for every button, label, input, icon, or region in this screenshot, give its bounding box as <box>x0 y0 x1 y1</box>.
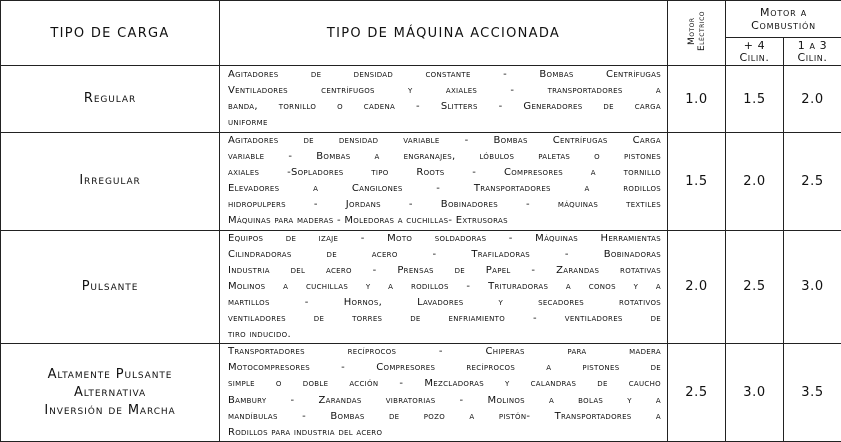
table-row-regular <box>1 66 841 133</box>
header-motor-combustion <box>726 1 841 38</box>
factor-comb-plus4: 1.5 <box>726 66 784 133</box>
machine-line: Rodillos para industria del acero <box>228 425 661 441</box>
load-type-label-line1: Altamente Pulsante <box>48 367 173 382</box>
machine-line: axiales -Sopladores tipo Roots - Compresores a tornillo <box>228 165 661 181</box>
machine-line: Equipos de izaje - Moto soldadoras - Máquinas Herramientas <box>228 231 661 247</box>
machine-list-cell <box>220 344 668 442</box>
header-motor-electrico-text <box>687 11 707 51</box>
factor-electric: 1.5 <box>668 133 726 231</box>
factor-electric: 2.5 <box>668 344 726 442</box>
machine-list-cell <box>220 230 668 344</box>
factor-comb-plus4: 3.0 <box>726 344 784 442</box>
machine-line: Motocompresores - Compresores recíprocos a pistones de <box>228 360 661 376</box>
machine-line: mandíbulas - Bombas de pozo a pistón- Transportadores a <box>228 409 661 425</box>
header-motor-combustion-line1: Motor a <box>760 6 807 19</box>
machine-line: Industria del acero - Prensas de Papel - Zarandas rotativas <box>228 263 661 279</box>
factor-comb-1to3: 3.5 <box>784 344 841 442</box>
machine-line: Agitadores de densidad constante - Bombas Centrífugas <box>228 67 661 83</box>
header-motor-electrico <box>668 1 726 66</box>
load-type-cell <box>1 133 220 231</box>
table-row-pulsante <box>1 230 841 344</box>
machine-line: banda, tornillo o cadena - Slitters - Generadores de carga <box>228 99 661 115</box>
machine-line: martillos - Hornos, Lavadores y secadores rotativos <box>228 295 661 311</box>
machine-line: variable - Bombas a engranajes, lóbulos paletas o pistones <box>228 149 661 165</box>
load-type-label-line3: Inversión de Marcha <box>44 403 175 418</box>
machine-line: simple o doble acción - Mezcladoras y calandras de caucho <box>228 376 661 392</box>
header-cil-mas4-line2: Cilin. <box>740 51 770 64</box>
machine-line: Cilindradoras de acero - Trafiladoras - Bobinadoras <box>228 247 661 263</box>
machine-line: tiro inducido. <box>228 327 661 343</box>
header-motor-combustion-line2: Combustión <box>751 19 816 32</box>
factor-comb-plus4: 2.5 <box>726 230 784 344</box>
header-cil-1a3-line2: Cilin. <box>798 51 828 64</box>
machine-line: Elevadores a Cangilones - Transportadores a rodillos <box>228 181 661 197</box>
factor-electric: 1.0 <box>668 66 726 133</box>
header-row-top <box>1 1 841 38</box>
header-tipo-carga: TIPO DE CARGA <box>1 1 220 66</box>
factor-electric: 2.0 <box>668 230 726 344</box>
table-row-irregular <box>1 133 841 231</box>
header-tipo-maquina: TIPO DE MÁQUINA ACCIONADA <box>220 1 668 66</box>
factor-comb-plus4: 2.0 <box>726 133 784 231</box>
load-type-cell <box>1 344 220 442</box>
header-cil-mas4-line1: + 4 <box>744 39 766 52</box>
load-type-label: Pulsante <box>82 279 139 294</box>
factor-comb-1to3: 2.5 <box>784 133 841 231</box>
table-row-altamente-pulsante <box>1 344 841 442</box>
machine-line: hidropulpers - Jordans - Bobinadores - máquinas textiles <box>228 197 661 213</box>
machine-line: Transportadores recíprocos - Chiperas para madera <box>228 344 661 360</box>
load-type-label: Irregular <box>79 173 140 188</box>
factor-comb-1to3: 2.0 <box>784 66 841 133</box>
load-type-label-line2: Alternativa <box>74 385 146 400</box>
header-cil-1a3-line1: 1 a 3 <box>798 39 827 52</box>
header-motor-electrico-line2: Eléctrico <box>697 11 707 51</box>
load-type-cell <box>1 230 220 344</box>
machine-line: Molinos a cuchillas y a rodillos - Trituradoras a conos y a <box>228 279 661 295</box>
machine-line: Ventiladores centrífugos y axiales - transportadores a <box>228 83 661 99</box>
machine-line: Máquinas para maderas - Moledoras a cuchillas- Extrusoras <box>228 213 661 229</box>
machine-list-cell <box>220 133 668 231</box>
load-type-label: Regular <box>84 91 136 106</box>
load-type-cell <box>1 66 220 133</box>
machine-line: ventiladores de torres de enfriamiento - ventiladores de <box>228 311 661 327</box>
header-cil-1a3 <box>784 38 841 66</box>
machine-line: uniforme <box>228 115 661 131</box>
machine-line: Agitadores de densidad variable - Bombas Centrífugas Carga <box>228 133 661 149</box>
header-motor-electrico-line1: Motor <box>687 17 697 45</box>
machine-line: Bambury - Zarandas vibratorias - Molinos a bolas y a <box>228 393 661 409</box>
machine-list-cell <box>220 66 668 133</box>
factor-comb-1to3: 3.0 <box>784 230 841 344</box>
header-cil-mas4 <box>726 38 784 66</box>
